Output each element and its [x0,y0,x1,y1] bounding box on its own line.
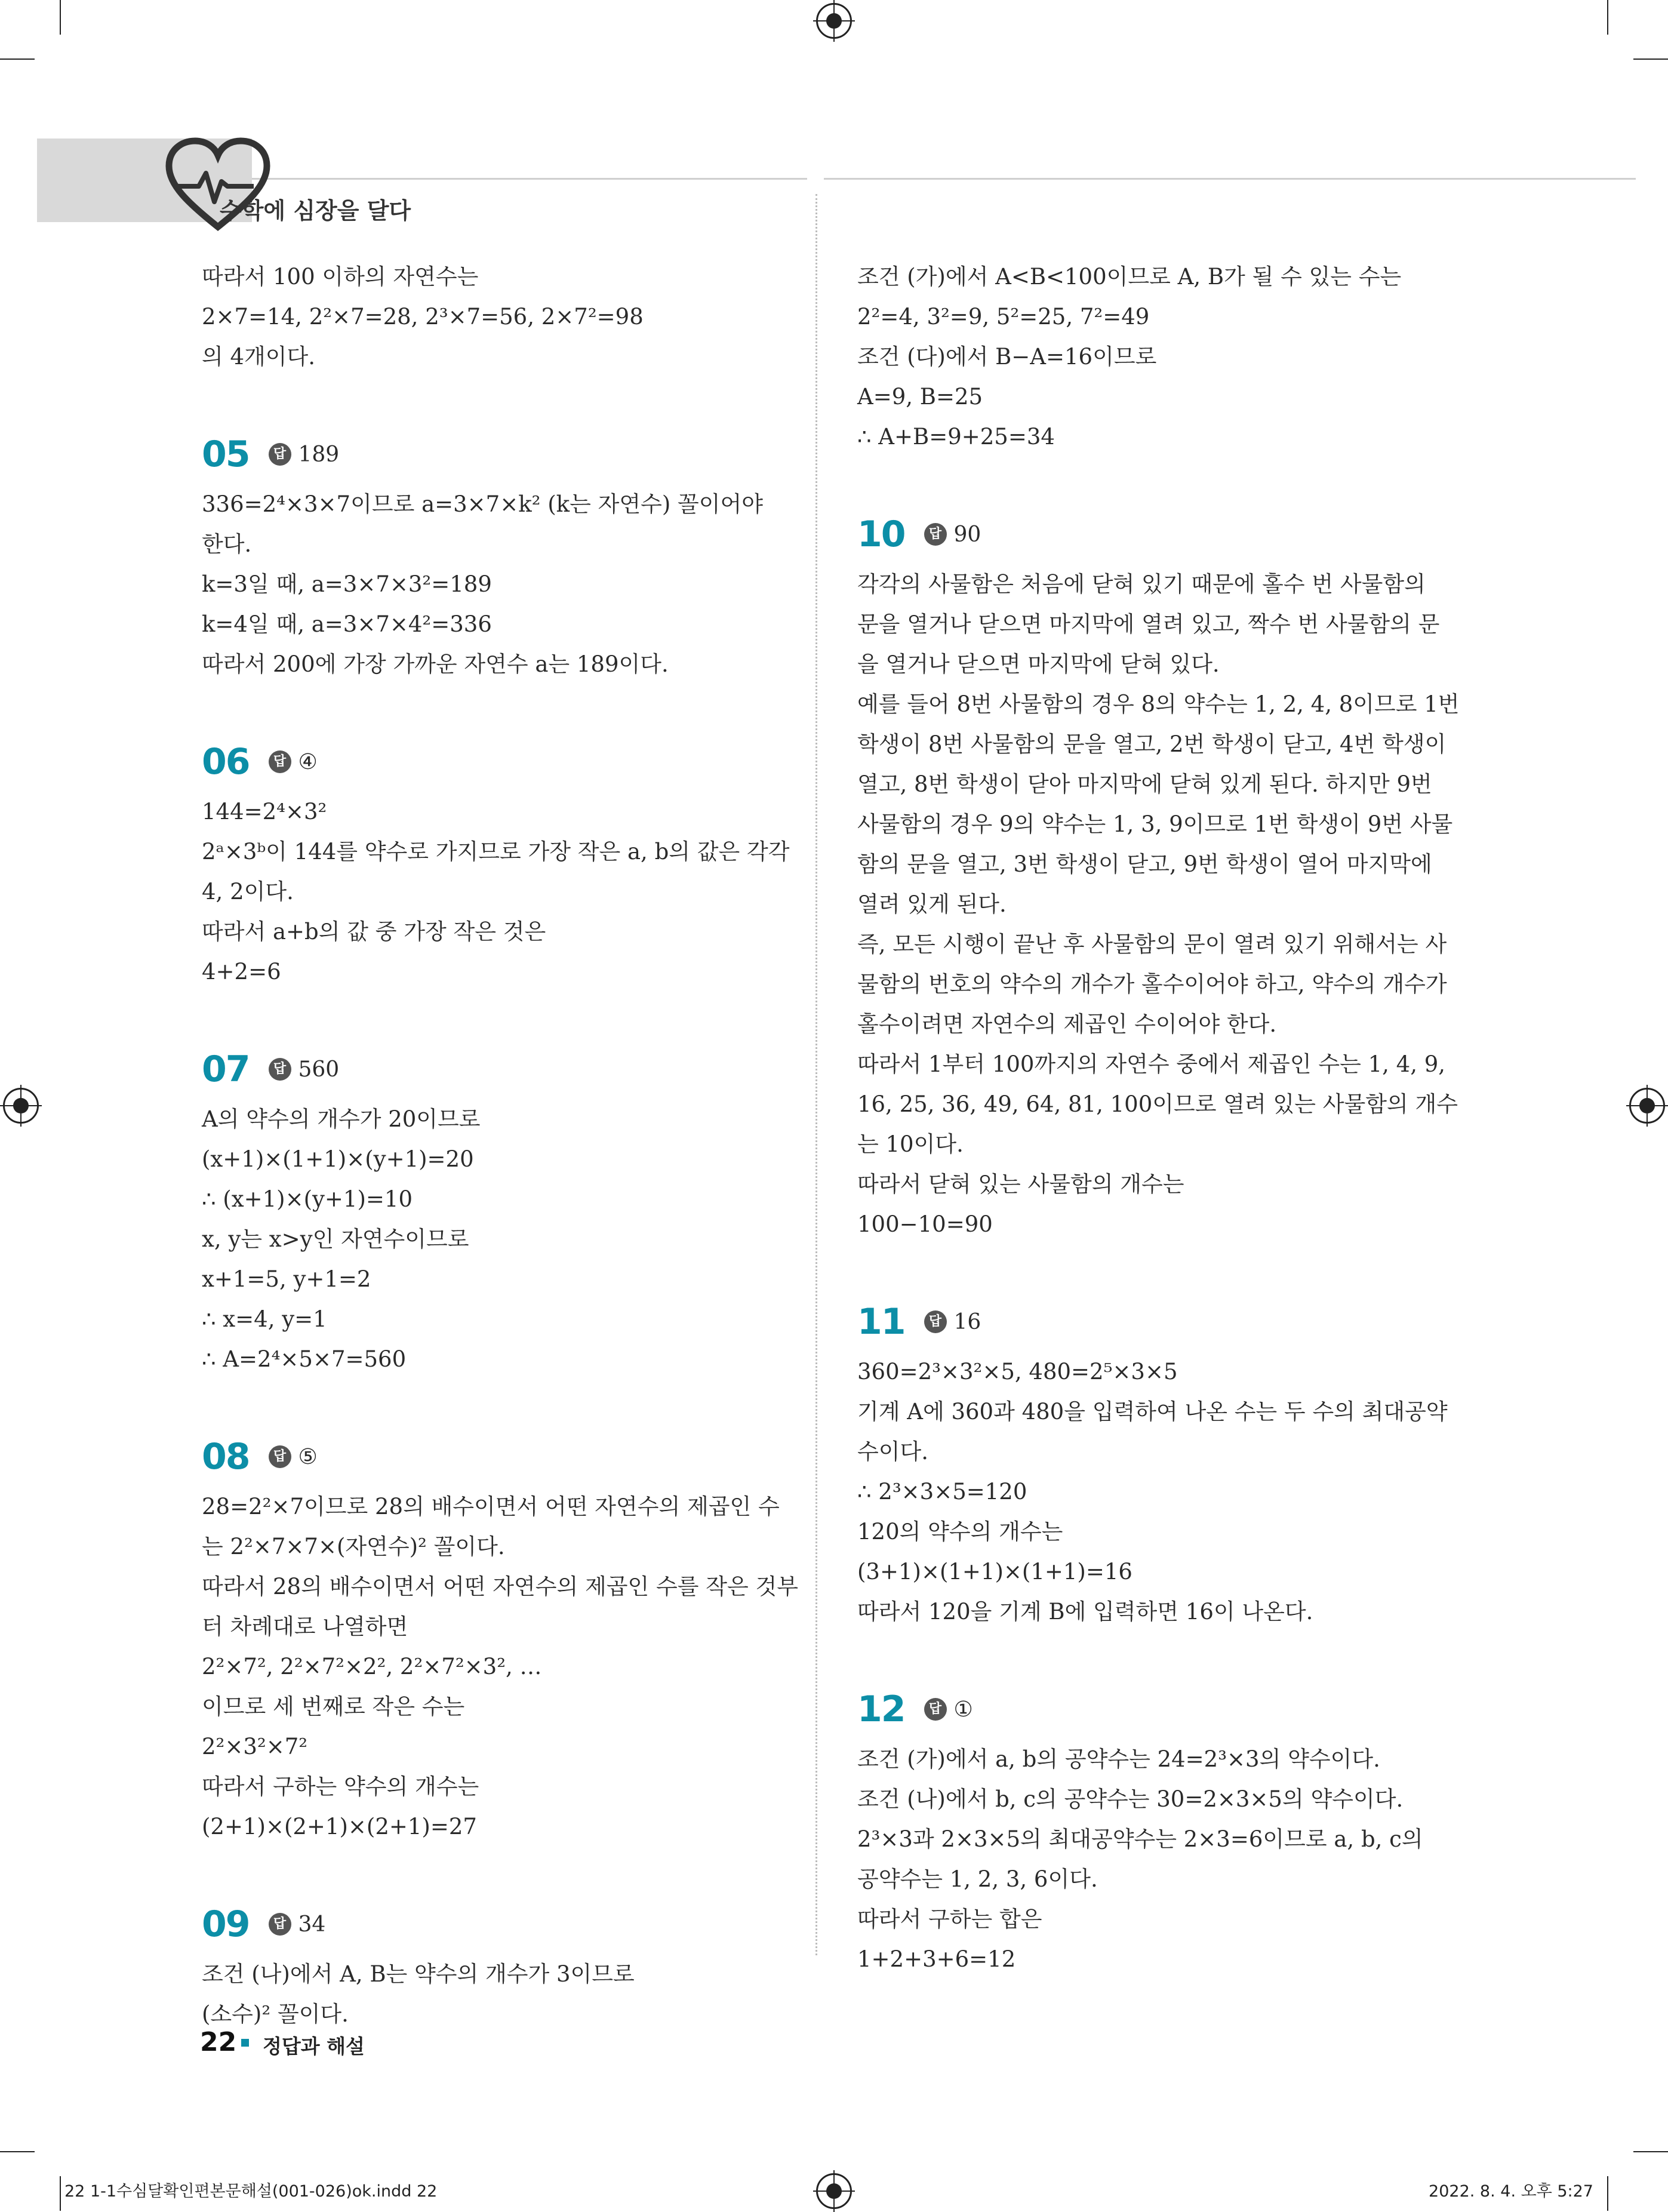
registration-mark-icon [816,2173,852,2209]
question-07 [202,1039,799,1379]
question-number: 07 [202,1048,250,1090]
page-number: 22 [200,2027,237,2057]
answer-value: ④ [298,749,318,774]
text-line: 120의 약수의 개수는 [857,1519,1063,1545]
text-line: 의 4개이다. [202,344,316,370]
answer-badge-icon: 답 [924,523,947,546]
text-line: 조건 (가)에서 a, b의 공약수는 24=2³×3의 약수이다. [857,1746,1380,1772]
text-line: ∴ x=4, y=1 [202,1306,327,1332]
text-line: 따라서 a+b의 값 중 가장 작은 것은 [202,919,546,945]
answer-badge-icon: 답 [269,1058,291,1081]
text-line: 따라서 닫혀 있는 사물함의 개수는 [857,1171,1184,1197]
answer-badge-icon: 답 [269,1445,291,1468]
text-line: 따라서 120을 기계 B에 입력하면 16이 나온다. [857,1599,1313,1625]
crop-mark [0,2151,35,2152]
intro-block [202,257,799,377]
question-number: 12 [857,1688,905,1730]
text-line: 따라서 구하는 약수의 개수는 [202,1774,479,1799]
text-line: 문을 열거나 닫으면 마지막에 열려 있고, 짝수 번 사물함의 문 [857,611,1440,637]
text-line: x, y는 x>y인 자연수이므로 [202,1226,469,1252]
question-05 [202,424,799,684]
text-line: 144=2⁴×3² [202,799,327,824]
text-line: 물함의 번호의 약수의 개수가 홀수이어야 하고, 약수의 개수가 [857,971,1447,997]
text-line: 2³×3과 2×3×5의 최대공약수는 2×3=6이므로 a, b, c의 [857,1826,1423,1852]
answer-badge-icon: 답 [924,1698,947,1721]
text-line: (3+1)×(1+1)×(1+1)=16 [857,1559,1132,1585]
text-line: 즉, 모든 시행이 끝난 후 사물함의 문이 열려 있기 위해서는 사 [857,931,1447,957]
text-line: 2ᵃ×3ᵇ이 144를 약수로 가지므로 가장 작은 a, b의 값은 각각 [202,839,790,865]
text-line: 이므로 세 번째로 작은 수는 [202,1694,465,1719]
crop-mark [1607,0,1608,35]
text-line: 2×7=14, 2²×7=28, 2³×7=56, 2×7²=98 [202,304,644,330]
crop-mark [0,59,35,60]
question-06 [202,732,799,992]
text-line: 따라서 100 이하의 자연수는 [202,264,479,290]
text-line: 16, 25, 36, 49, 64, 81, 100이므로 열려 있는 사물함의 개수 [857,1091,1458,1117]
text-line: 사물함의 경우 9의 약수는 1, 3, 9이므로 1번 학생이 9번 사물 [857,811,1453,837]
text-line: 을 열거나 닫으면 마지막에 닫혀 있다. [857,651,1220,677]
answer-value: 16 [953,1309,981,1334]
text-line: 조건 (나)에서 A, B는 약수의 개수가 3이므로 [202,1961,635,1987]
text-line: 336=2⁴×3×7이므로 a=3×7×k² (k는 자연수) 꼴이어야 [202,491,763,517]
text-line: 학생이 8번 사물함의 문을 열고, 2번 학생이 닫고, 4번 학생이 [857,731,1447,757]
text-line: ∴ A=2⁴×5×7=560 [202,1346,407,1372]
text-line: 조건 (다)에서 B−A=16이므로 [857,344,1157,370]
text-line: 터 차례대로 나열하면 [202,1614,408,1639]
text-line: 공약수는 1, 2, 3, 6이다. [857,1866,1098,1892]
question-number: 05 [202,433,250,475]
text-line: 한다. [202,531,252,557]
text-line: 수이다. [857,1439,928,1465]
text-line: k=3일 때, a=3×7×3²=189 [202,571,492,597]
text-line: 는 2²×7×7×(자연수)² 꼴이다. [202,1534,505,1559]
crop-mark [1607,2176,1608,2211]
registration-mark-icon [1629,1088,1665,1124]
slug-date: 2022. 8. 4. 오후 5:27 [1429,2182,1593,2201]
text-line: 조건 (가)에서 A<B<100이므로 A, B가 될 수 있는 수는 [857,264,1402,290]
text-line: 100−10=90 [857,1211,993,1237]
text-line: 각각의 사물함은 처음에 닫혀 있기 때문에 홀수 번 사물함의 [857,571,1426,597]
text-line: 기계 A에 360과 480을 입력하여 나온 수는 두 수의 최대공약 [857,1399,1448,1425]
crop-mark [1633,2151,1668,2152]
question-number: 10 [857,513,905,555]
text-line: 1+2+3+6=12 [857,1946,1016,1972]
answer-value: 34 [298,1912,326,1937]
text-line: 는 10이다. [857,1131,964,1157]
text-line: 2²×7², 2²×7²×2², 2²×7²×3², … [202,1654,542,1679]
question-number: 08 [202,1436,250,1478]
left-column [202,257,799,2034]
text-line: 따라서 28의 배수이면서 어떤 자연수의 제곱인 수를 작은 것부 [202,1574,798,1599]
text-line: 따라서 1부터 100까지의 자연수 중에서 제곱인 수는 1, 4, 9, [857,1051,1446,1077]
answer-value: 90 [953,522,981,547]
question-number: 11 [857,1301,905,1343]
text-line: 360=2³×3²×5, 480=2⁵×3×5 [857,1359,1178,1385]
header-rule-left [252,178,807,180]
question-12 [857,1679,1454,1979]
text-line: 2²×3²×7² [202,1734,308,1759]
answer-value: ① [953,1697,973,1722]
question-number: 06 [202,741,250,783]
registration-mark-icon [816,3,852,39]
footer-bullet-icon [241,2039,249,2047]
answer-badge-icon: 답 [269,443,291,466]
text-line: k=4일 때, a=3×7×4²=336 [202,611,492,637]
footer-label: 정답과 해설 [263,2035,365,2058]
crop-mark [1633,59,1668,60]
logo-text: 수학에 심장을 달다 [220,198,411,224]
column-divider [815,194,817,1955]
answer-value: 560 [298,1057,340,1082]
text-line: 따라서 구하는 합은 [857,1906,1042,1932]
answer-value: ⑤ [298,1444,318,1469]
registration-mark-icon [3,1088,39,1124]
text-line: 28=2²×7이므로 28의 배수이면서 어떤 자연수의 제곱인 수 [202,1494,780,1519]
answer-value: 189 [298,442,340,467]
text-line: (소수)² 꼴이다. [202,2001,349,2027]
text-line: 열고, 8번 학생이 닫아 마지막에 닫혀 있게 된다. 하지만 9번 [857,771,1432,797]
text-line: ∴ A+B=9+25=34 [857,424,1055,450]
question-09 [202,1894,799,2034]
text-line: A=9, B=25 [857,384,983,410]
answer-badge-icon: 답 [924,1310,947,1333]
text-line: 4+2=6 [202,959,281,985]
text-line: A의 약수의 개수가 20이므로 [202,1106,481,1132]
text-line: (x+1)×(1+1)×(y+1)=20 [202,1146,474,1172]
text-line: (2+1)×(2+1)×(2+1)=27 [202,1814,477,1839]
text-line: ∴ (x+1)×(y+1)=10 [202,1186,413,1212]
text-line: 따라서 200에 가장 가까운 자연수 a는 189이다. [202,651,669,677]
text-line: ∴ 2³×3×5=120 [857,1479,1027,1505]
intro-block [857,257,1454,457]
question-number: 09 [202,1903,250,1945]
text-line: 4, 2이다. [202,879,294,905]
question-11 [857,1292,1454,1632]
header-rule-right [824,178,1636,180]
crop-mark [60,2176,61,2211]
answer-badge-icon: 답 [269,750,291,773]
text-line: 2²=4, 3²=9, 5²=25, 7²=49 [857,304,1150,330]
question-10 [857,504,1460,1244]
text-line: 열려 있게 된다. [857,891,1007,917]
crop-mark [60,0,61,35]
text-line: 예를 들어 8번 사물함의 경우 8의 약수는 1, 2, 4, 8이므로 1번 [857,691,1460,717]
answer-badge-icon: 답 [269,1913,291,1936]
text-line: 조건 (나)에서 b, c의 공약수는 30=2×3×5의 약수이다. [857,1786,1404,1812]
question-08 [202,1427,799,1847]
text-line: 홀수이려면 자연수의 제곱인 수이어야 한다. [857,1011,1277,1037]
slug-filename: 22 1-1수심달확인편본문해설(001-026)ok.indd 22 [64,2182,438,2201]
right-column [857,257,1460,1979]
text-line: 함의 문을 열고, 3번 학생이 닫고, 9번 학생이 열어 마지막에 [857,851,1432,877]
text-line: x+1=5, y+1=2 [202,1266,371,1292]
